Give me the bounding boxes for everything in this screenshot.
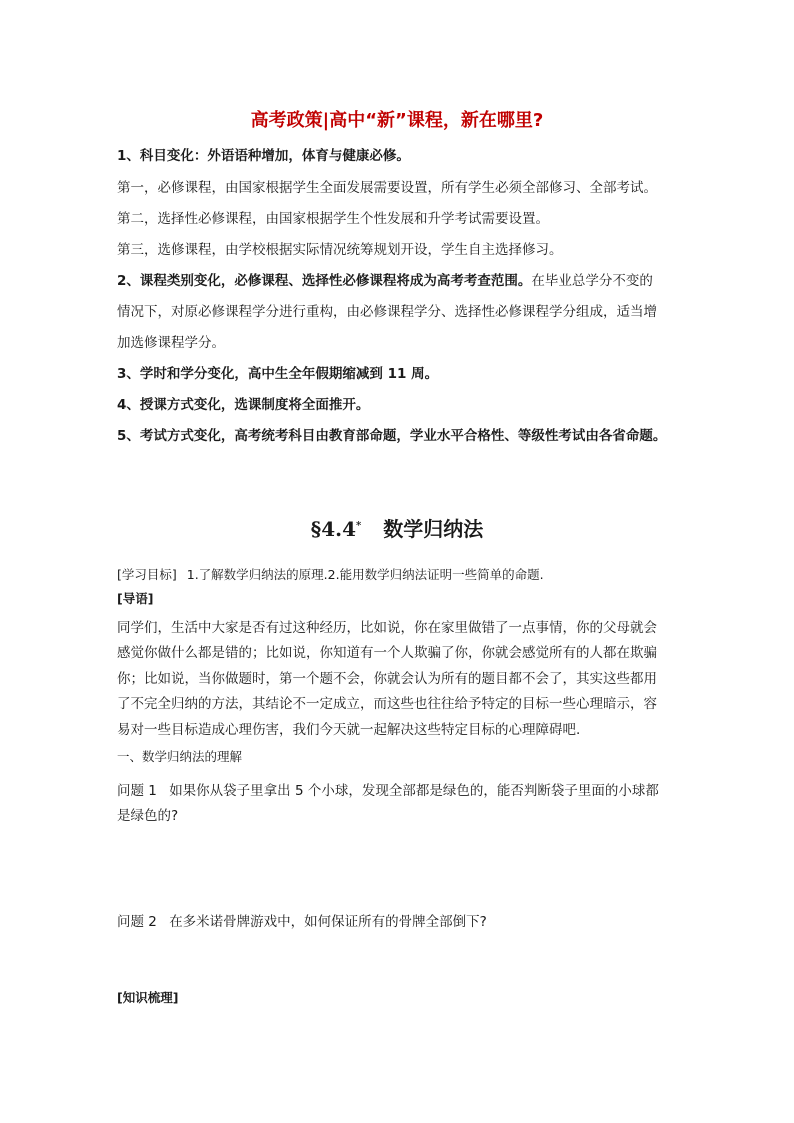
intro-line-3: 你；比如说，当你做题时，第一个题不会，你就会认为所有的题目都不会了，其实这些都用 bbox=[117, 671, 657, 687]
question-2 bbox=[117, 912, 687, 932]
policy-paragraph-3: 第三，选修课程，由学校根据实际情况统筹规划开设，学生自主选择修习。 bbox=[117, 242, 563, 258]
policy-item-2-rest: 在毕业总学分不变的 bbox=[531, 273, 653, 289]
learning-goal-text: 1.了解数学归纳法的原理.2.能用数学归纳法证明一些简单的命题. bbox=[186, 567, 544, 582]
knowledge-label: [知识梳理] bbox=[117, 990, 179, 1005]
policy-paragraph-2: 第二，选择性必修课程，由国家根据学生个性发展和升学考试需要设置。 bbox=[117, 211, 549, 227]
learning-goal-label: [学习目标] bbox=[117, 567, 177, 582]
policy-item-3: 3、学时和学分变化，高中生全年假期缩减到 11 周。 bbox=[117, 366, 439, 382]
question-1-text: 如果你从袋子里拿出 5 个小球，发现全部都是绿色的，能否判断袋子里面的小球都 bbox=[169, 783, 659, 799]
part-1-heading: 一、数学归纳法的理解 bbox=[117, 749, 243, 764]
question-1-line-1 bbox=[117, 781, 687, 801]
intro-line-4: 了不完全归纳的方法，其结论不一定成立，而这些也往往给予特定的目标一些心理暗示，容 bbox=[117, 696, 657, 712]
section-star: * bbox=[356, 520, 362, 532]
policy-item-2-line-2: 情况下，对原必修课程学分进行重构，由必修课程学分、选择性必修课程学分组成，适当增 bbox=[117, 304, 657, 320]
policy-item-4: 4、授课方式变化，选课制度将全面推开。 bbox=[117, 397, 370, 413]
intro-label: [导语] bbox=[117, 591, 154, 606]
question-2-text: 在多米诺骨牌游戏中，如何保证所有的骨牌全部倒下? bbox=[169, 914, 487, 930]
policy-item-2-bold: 2、课程类别变化，必修课程、选择性必修课程将成为高考考查范围。 bbox=[117, 273, 532, 289]
question-1-line-2: 是绿色的? bbox=[117, 808, 179, 824]
policy-item-2-line-3: 加选修课程学分。 bbox=[117, 335, 225, 351]
policy-paragraph-1: 第一，必修课程，由国家根据学生全面发展需要设置，所有学生必须全部修习、全部考试。 bbox=[117, 180, 657, 196]
section-name: 数学归纳法 bbox=[383, 517, 484, 541]
policy-item-1: 1、科目变化：外语语种增加，体育与健康必修。 bbox=[117, 148, 410, 164]
question-2-label: 问题 2 bbox=[117, 914, 157, 930]
intro-line-2: 感觉你做什么都是错的；比如说，你知道有一个人欺骗了你，你就会感觉所有的人都在欺骗 bbox=[117, 645, 657, 661]
section-heading bbox=[0, 513, 794, 542]
learning-goal bbox=[117, 565, 687, 585]
intro-line-5: 易对一些目标造成心理伤害，我们今天就一起解决这些特定目标的心理障碍吧. bbox=[117, 722, 581, 738]
section-number: §4.4 bbox=[310, 517, 357, 541]
intro-line-1: 同学们，生活中大家是否有过这种经历，比如说，你在家里做错了一点事情，你的父母就会 bbox=[117, 620, 657, 636]
question-1-label: 问题 1 bbox=[117, 783, 157, 799]
policy-item-5: 5、考试方式变化，高考统考科目由教育部命题，学业水平合格性、等级性考试由各省命题。 bbox=[117, 428, 667, 444]
policy-item-2-line-1 bbox=[117, 271, 687, 291]
policy-title: 高考政策|高中“新”课程，新在哪里? bbox=[250, 110, 544, 131]
